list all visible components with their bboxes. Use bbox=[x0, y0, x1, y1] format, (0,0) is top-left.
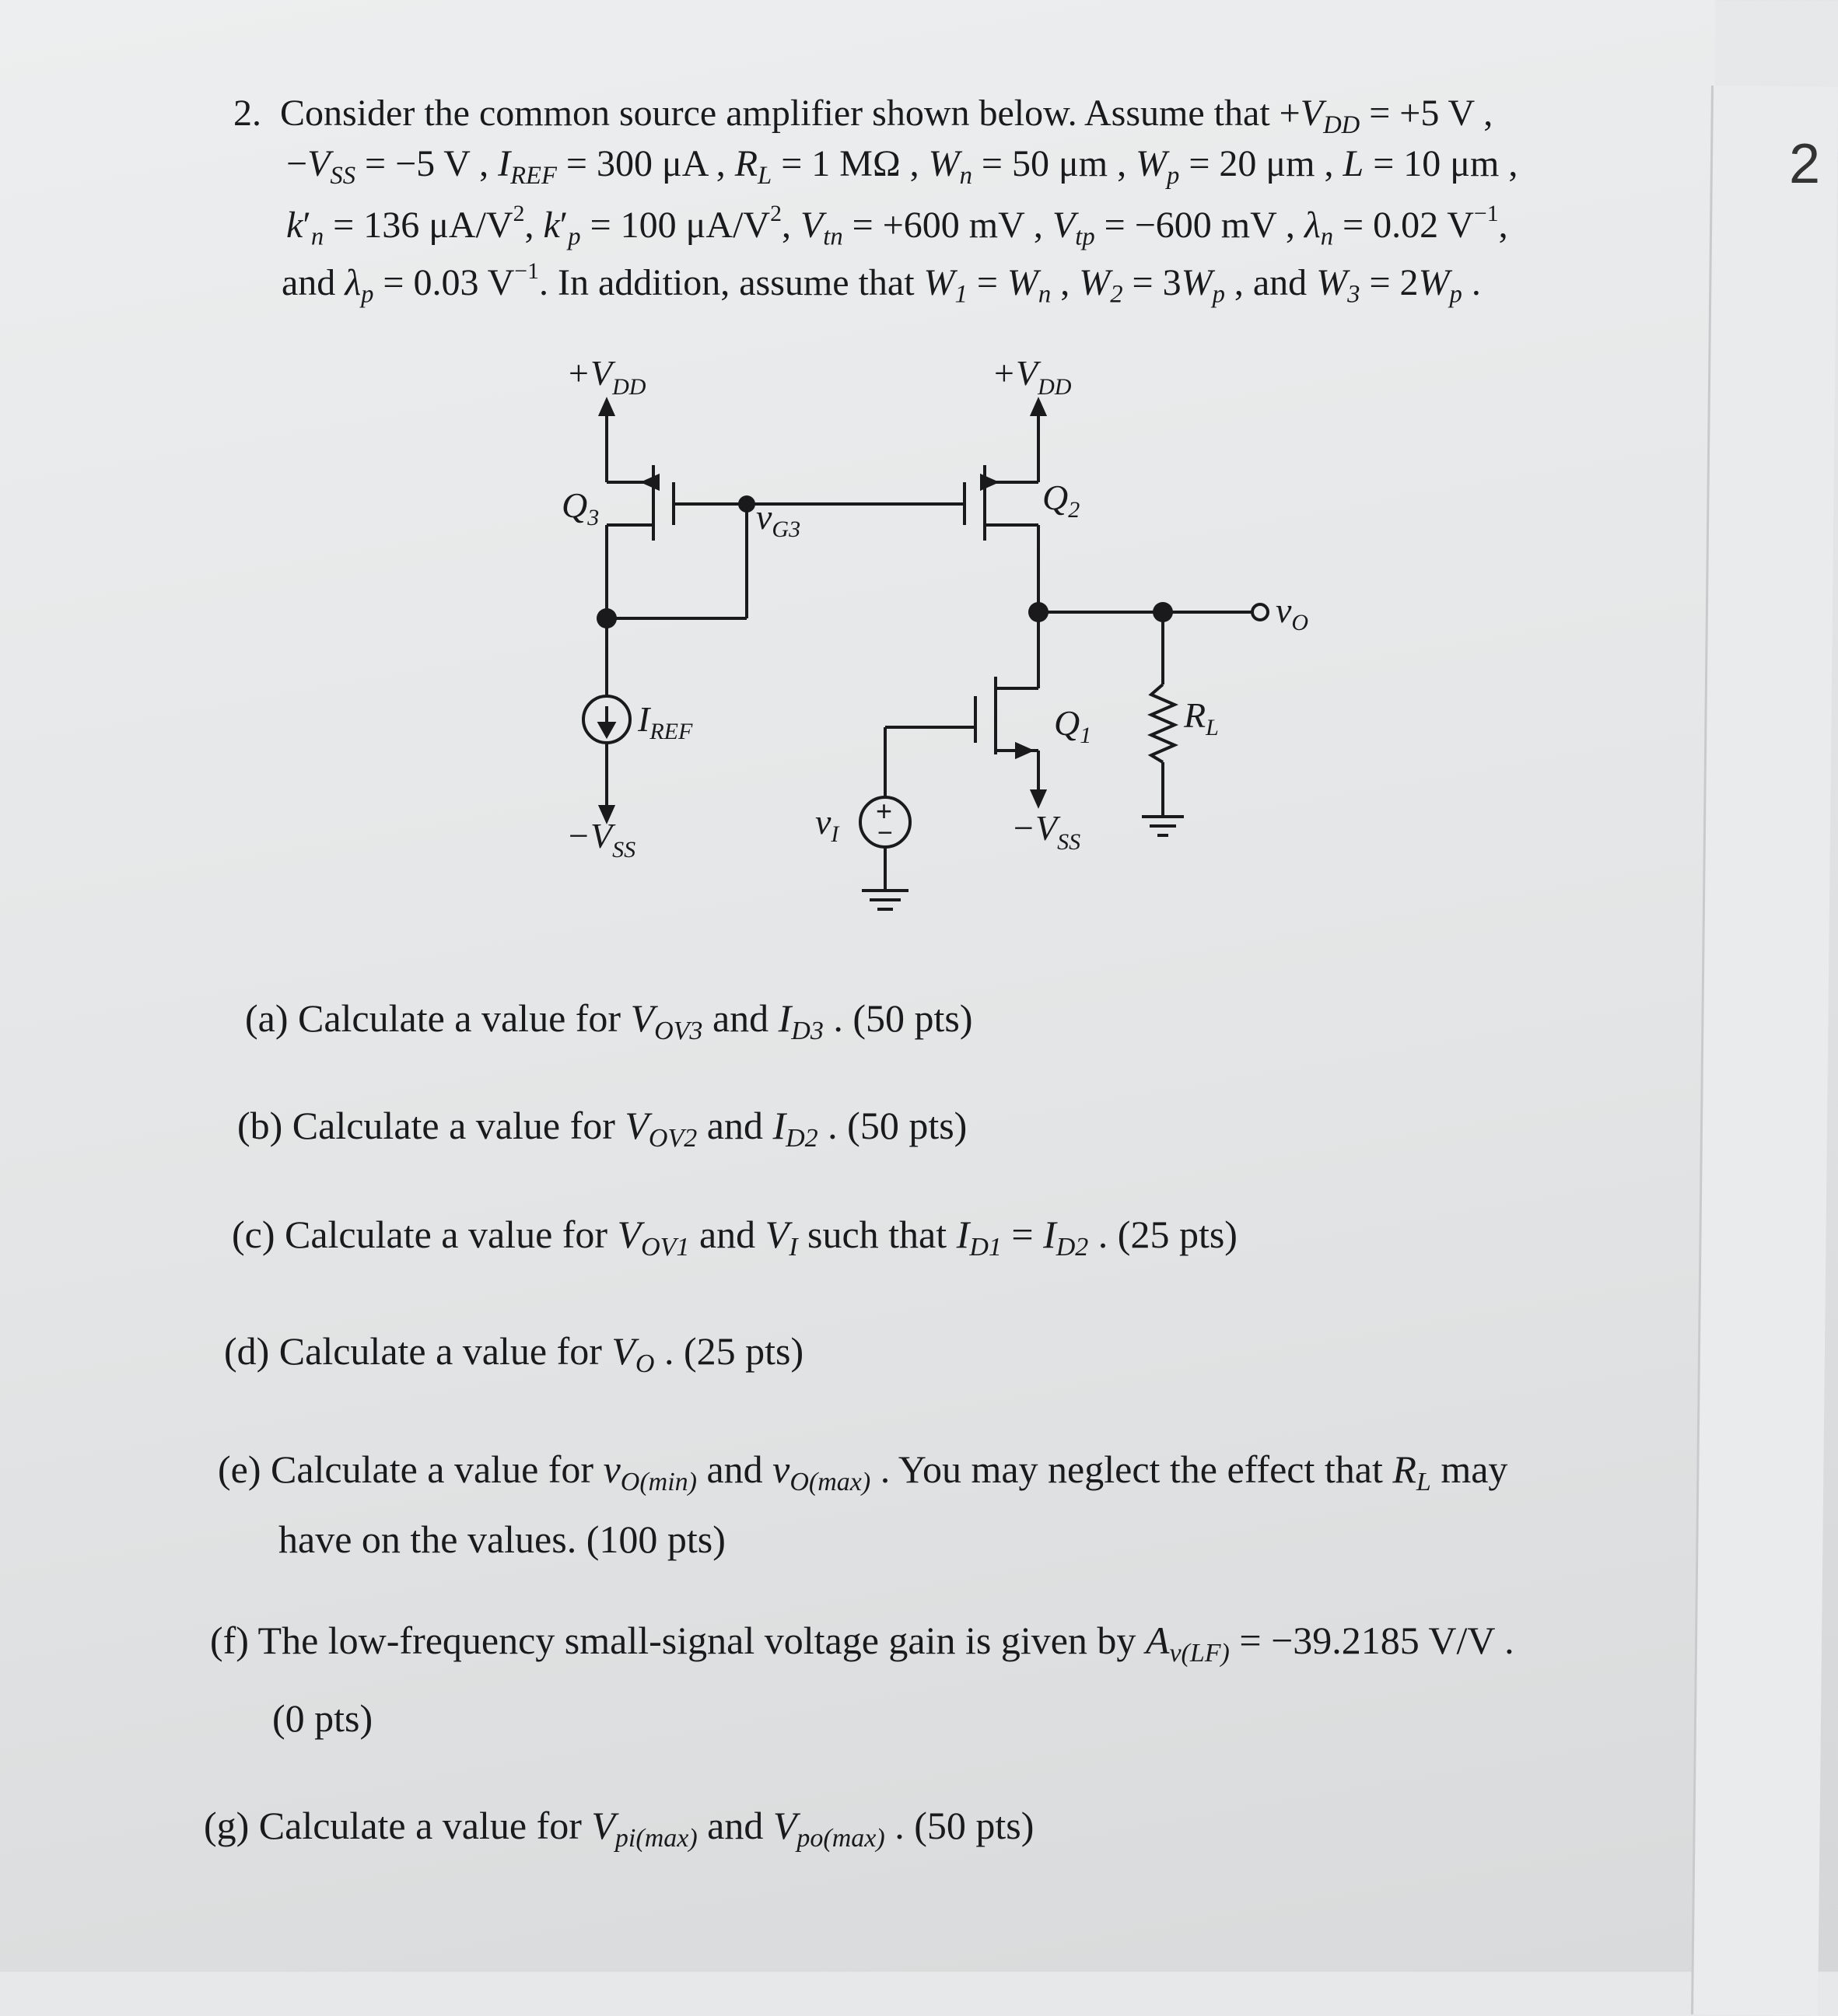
q1-label: $Q_1$ bbox=[1054, 703, 1092, 748]
part-f-line-2: (0 pts) bbox=[272, 1696, 373, 1740]
part-f-line-1: (f) The low-frequency small-signal voltage gain is given by $A_{v(LF)} = -39.2185$ V/V . bbox=[210, 1619, 1514, 1668]
problem-line-4: and $\lambda_p = 0.03$ $V^{-1}$. In addition, assume that $W_1 = W_n$ , $W_2 = 3W_p$ , and $W_3 = 2W_p$ . bbox=[282, 258, 1481, 309]
rl-label: $R_L$ bbox=[1184, 695, 1219, 740]
circuit-diagram bbox=[0, 0, 1815, 972]
iref-label: $I_{REF}$ bbox=[638, 699, 693, 744]
part-c: (c) Calculate a value for $V_{OV1}$ and $V_I$ such that $I_{D1} = I_{D2}$ . (25 pts) bbox=[232, 1213, 1238, 1262]
vdd-right-arrow bbox=[1032, 401, 1045, 415]
vg3-node bbox=[738, 495, 755, 513]
vdd-left-label: $+V_{DD}$ bbox=[566, 353, 646, 400]
vdd-right-label: $+V_{DD}$ bbox=[992, 353, 1072, 400]
q3-label: $Q_3$ bbox=[562, 485, 600, 530]
rl-node bbox=[1153, 602, 1173, 622]
part-g: (g) Calculate a value for $V_{pi(max)}$ and $V_{po(max)}$ . (50 pts) bbox=[204, 1804, 1035, 1853]
vo-terminal bbox=[1252, 604, 1268, 620]
problem-line-2: $-V_{SS} = -5$ V , $I_{REF} = 300$ μA , $R_L = 1$ MΩ , $W_n = 50$ μm , $W_p = 20$ μm , L = 10 μm , bbox=[286, 143, 1518, 190]
q3-arrow bbox=[644, 476, 658, 488]
vss-right-arrow bbox=[1032, 791, 1045, 805]
intro-line-1-text: Consider the common source amplifier shown below. Assume that $+V_{DD} = +5$ V , bbox=[280, 93, 1493, 139]
part-d: (d) Calculate a value for $V_O$ . (25 pts) bbox=[224, 1329, 804, 1379]
q3-drain-node bbox=[597, 608, 617, 628]
part-b: (b) Calculate a value for $V_{OV2}$ and $I_{D2}$ . (50 pts) bbox=[237, 1104, 968, 1153]
part-a: (a) Calculate a value for $V_{OV3}$ and $I_{D3}$ . (50 pts) bbox=[245, 996, 973, 1046]
rl-resistor bbox=[1151, 684, 1175, 762]
q2-label: $Q_2$ bbox=[1042, 478, 1080, 523]
vi-plus-sign: + bbox=[876, 795, 893, 827]
vo-label: $v_O$ bbox=[1276, 590, 1309, 635]
adjacent-sheet-mark: 2 bbox=[1789, 133, 1821, 195]
q1-arrow bbox=[1017, 744, 1031, 757]
vss-right-label: $-V_{SS}$ bbox=[1011, 808, 1081, 855]
problem-number: 2. bbox=[233, 93, 261, 134]
vss-left-label: $-V_{SS}$ bbox=[566, 816, 636, 863]
q2-arrow bbox=[982, 476, 996, 488]
vi-minus-sign: − bbox=[877, 818, 893, 848]
part-e-line-2: have on the values. (100 pts) bbox=[278, 1517, 726, 1561]
vg3-label: $v_{G3}$ bbox=[756, 497, 801, 542]
vdd-left-arrow bbox=[600, 401, 613, 415]
vi-label: $v_I$ bbox=[815, 802, 839, 847]
output-node bbox=[1028, 602, 1049, 622]
part-e-line-1: (e) Calculate a value for $v_{O(min)}$ and $v_{O(max)}$ . You may neglect the effect that $R_L$ may bbox=[218, 1447, 1508, 1497]
problem-line-3: $k'_n = 136$ $\mu A/V^2$, $k'_p = 100$ $\mu A/V^2$, $V_{tn} = +600$ mV , $V_{tp} = -600$ mV , $\lambda_n = 0.02$ $V^{-1}$, bbox=[286, 201, 1508, 251]
